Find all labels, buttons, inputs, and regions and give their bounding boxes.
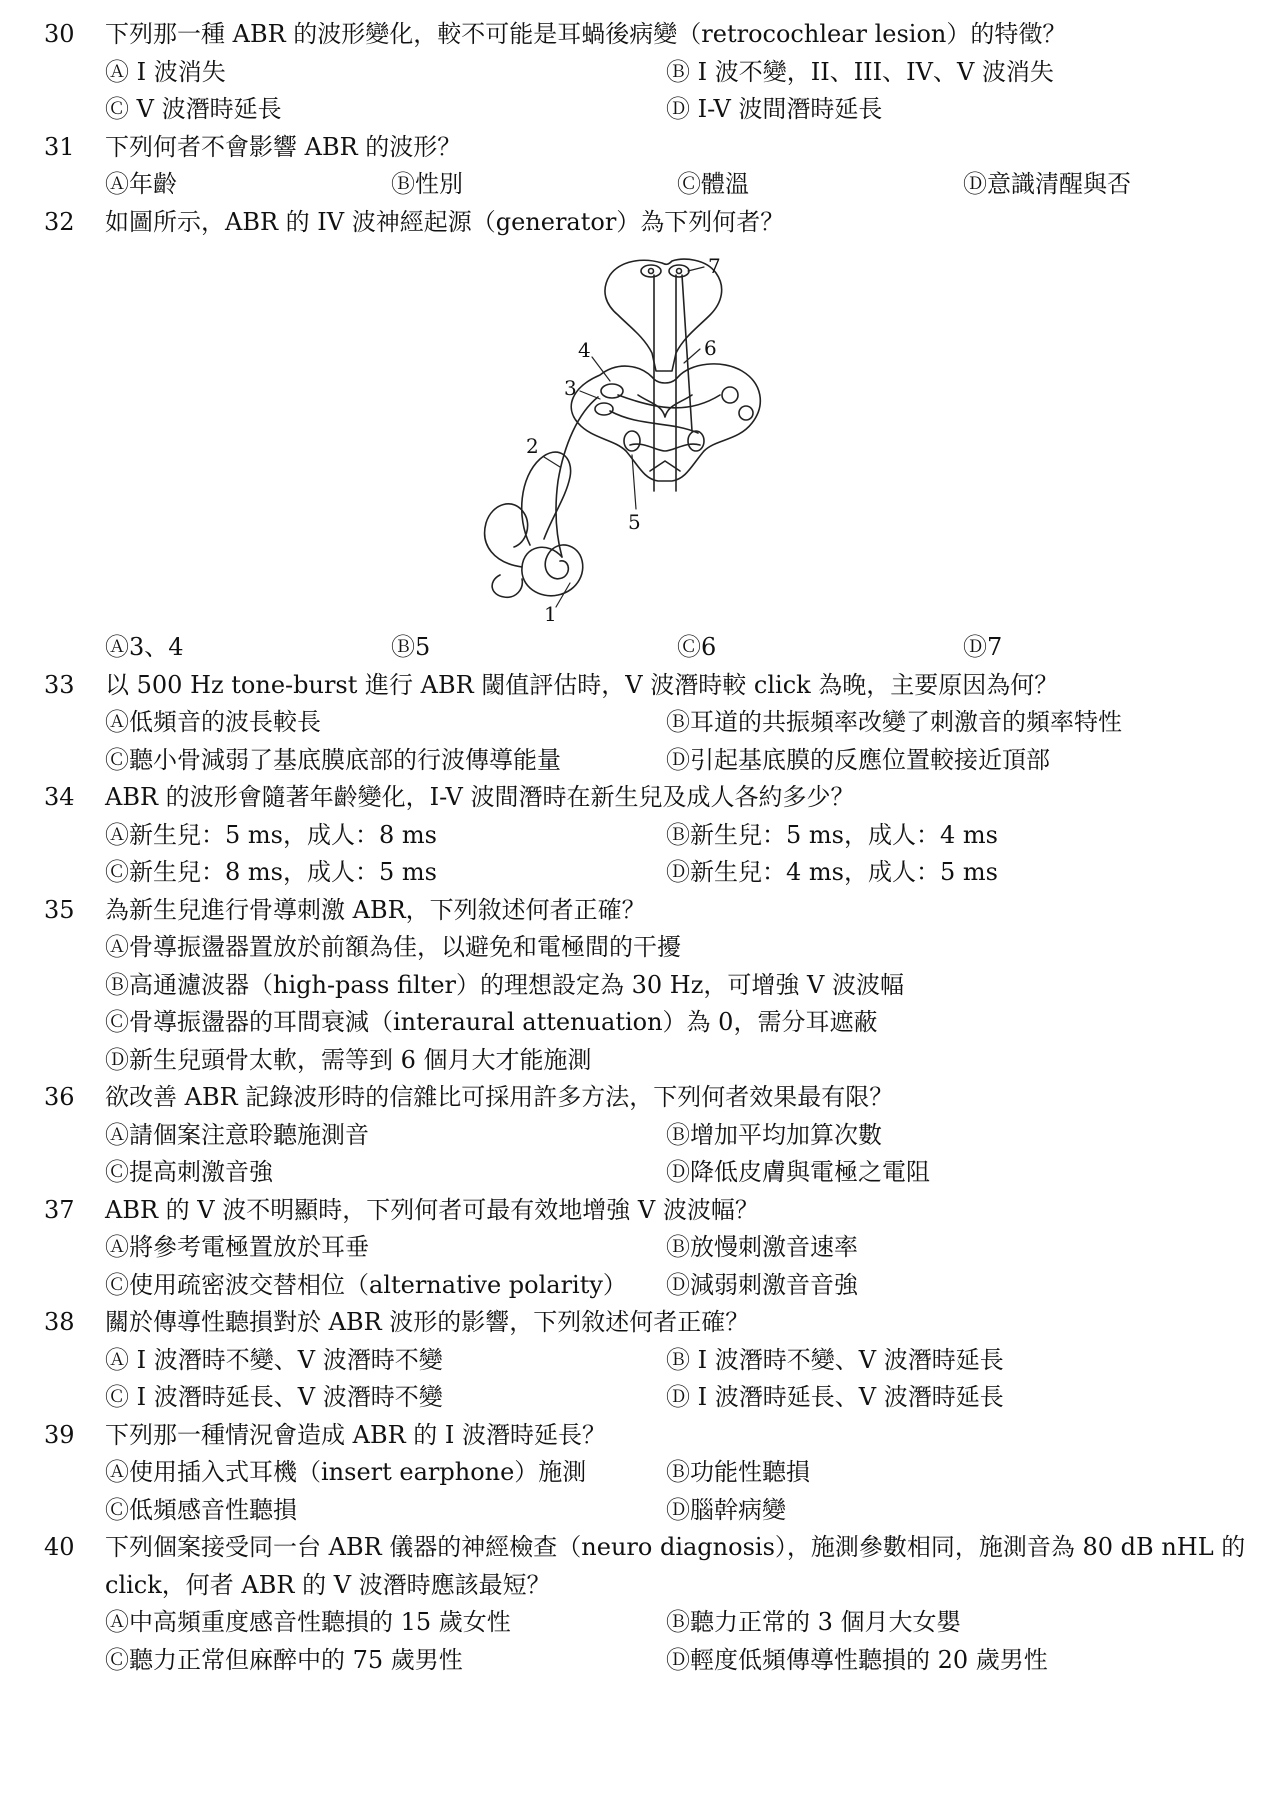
question-30 bbox=[44, 16, 1254, 129]
option-c: Ⓒ聽力正常但麻醉中的 75 歲男性 bbox=[105, 1645, 463, 1674]
auditory-pathway-figure bbox=[460, 245, 860, 629]
question-37 bbox=[44, 1192, 1254, 1305]
option-a: Ⓐ年齡 bbox=[105, 170, 177, 198]
option-a: Ⓐ骨導振盪器置放於前額為佳，以避免和電極間的干擾 bbox=[105, 933, 681, 961]
option-b: Ⓑ放慢刺激音速率 bbox=[666, 1233, 858, 1261]
inferior-colliculus-right bbox=[669, 265, 689, 277]
question-stem: 下列那一種 ABR 的波形變化，較不可能是耳蝸後病變（retrocochlear lesion）的特徵？ bbox=[105, 20, 1067, 48]
question-stem: 下列何者不會影響 ABR 的波形？ bbox=[105, 132, 462, 161]
figure-label-2: 2 bbox=[526, 434, 539, 458]
question-31 bbox=[44, 129, 1254, 204]
option-a: Ⓐ中高頻重度感音性聽損的 15 歲女性 bbox=[105, 1608, 511, 1636]
option-b: Ⓑ I 波不變，II、III、IV、V 波消失 bbox=[666, 57, 1054, 86]
figure-label-7: 7 bbox=[708, 254, 721, 278]
question-stem: 關於傳導性聽損對於 ABR 波形的影響，下列敘述何者正確？ bbox=[105, 1308, 750, 1336]
figure-label-4: 4 bbox=[578, 338, 591, 362]
question-40 bbox=[44, 1529, 1254, 1679]
option-b: Ⓑ聽力正常的 3 個月大女嬰 bbox=[666, 1608, 961, 1636]
figure-label-1: 1 bbox=[544, 602, 557, 626]
option-d: Ⓓ引起基底膜的反應位置較接近頂部 bbox=[666, 745, 1050, 774]
option-b: Ⓑ耳道的共振頻率改變了刺激音的頻率特性 bbox=[666, 708, 1122, 736]
question-number: 39 bbox=[44, 1420, 75, 1449]
inferior-colliculus-left bbox=[641, 265, 661, 277]
option-a: Ⓐ I 波消失 bbox=[105, 57, 226, 86]
question-38 bbox=[44, 1304, 1254, 1417]
option-d: Ⓓ輕度低頻傳導性聽損的 20 歲男性 bbox=[666, 1645, 1048, 1674]
option-b: Ⓑ高通濾波器（high-pass filter）的理想設定為 30 Hz，可增強 V 波波幅 bbox=[105, 970, 904, 999]
question-number: 38 bbox=[44, 1308, 75, 1336]
option-c: Ⓒ聽小骨減弱了基底膜底部的行波傳導能量 bbox=[105, 745, 561, 774]
option-a: Ⓐ新生兒：5 ms，成人：8 ms bbox=[105, 820, 437, 849]
option-d: Ⓓ7 bbox=[963, 633, 1003, 661]
option-c: Ⓒ新生兒：8 ms，成人：5 ms bbox=[105, 858, 437, 886]
leader-2 bbox=[544, 457, 560, 467]
option-c: Ⓒ體溫 bbox=[677, 170, 749, 198]
option-a: Ⓐ請個案注意聆聽施測音 bbox=[105, 1120, 369, 1149]
brainstem-outline bbox=[571, 364, 760, 481]
option-c: Ⓒ V 波潛時延長 bbox=[105, 95, 282, 123]
option-b: Ⓑ I 波潛時不變、V 波潛時延長 bbox=[666, 1345, 1004, 1374]
option-a: Ⓐ低頻音的波長較長 bbox=[105, 708, 321, 736]
option-a: Ⓐ將參考電極置放於耳垂 bbox=[105, 1233, 369, 1261]
option-b: Ⓑ5 bbox=[391, 633, 431, 661]
figure-label-3: 3 bbox=[564, 376, 577, 400]
question-stem: 欲改善 ABR 記錄波形時的信雜比可採用許多方法，下列何者效果最有限？ bbox=[105, 1083, 894, 1111]
question-stem: 以 500 Hz tone-burst 進行 ABR 閾值評估時，V 波潛時較 click 為晚，主要原因為何？ bbox=[105, 670, 1059, 699]
option-d: Ⓓ意識清醒與否 bbox=[963, 170, 1131, 198]
question-stem: 如圖所示，ABR 的 IV 波神經起源（generator）為下列何者？ bbox=[105, 207, 785, 236]
question-number: 35 bbox=[44, 895, 75, 924]
question-stem: 為新生兒進行骨導刺激 ABR，下列敘述何者正確？ bbox=[105, 895, 646, 924]
question-stem: 下列個案接受同一台 ABR 儀器的神經檢查（neuro diagnosis），施測參數相同，施測音為 80 dB nHL 的 click，何者 ABR 的 V 波潛時應該最短？ bbox=[105, 1533, 1246, 1599]
option-a: Ⓐ3、4 bbox=[105, 633, 184, 661]
option-c: Ⓒ低頻感音性聽損 bbox=[105, 1495, 297, 1524]
option-b: Ⓑ功能性聽損 bbox=[666, 1458, 810, 1486]
question-number: 34 bbox=[44, 783, 75, 811]
option-a: Ⓐ使用插入式耳機（insert earphone）施測 bbox=[105, 1458, 587, 1486]
question-stem: ABR 的波形會隨著年齡變化，I-V 波間潛時在新生兒及成人各約多少？ bbox=[105, 783, 855, 811]
option-b: Ⓑ性別 bbox=[391, 170, 463, 198]
question-stem: ABR 的 V 波不明顯時，下列何者可最有效地增強 V 波波幅？ bbox=[105, 1195, 759, 1224]
option-d: Ⓓ I 波潛時延長、V 波潛時延長 bbox=[666, 1383, 1004, 1411]
question-34 bbox=[44, 779, 1254, 892]
option-d: Ⓓ新生兒：4 ms，成人：5 ms bbox=[666, 858, 998, 886]
question-35 bbox=[44, 892, 1254, 1080]
option-a: Ⓐ I 波潛時不變、V 波潛時不變 bbox=[105, 1345, 443, 1374]
question-36 bbox=[44, 1079, 1254, 1192]
option-b: Ⓑ增加平均加算次數 bbox=[666, 1120, 882, 1149]
option-b: Ⓑ新生兒：5 ms，成人：4 ms bbox=[666, 820, 998, 849]
semicircular-canals bbox=[485, 452, 571, 567]
option-c: Ⓒ骨導振盪器的耳間衰減（interaural attenuation）為 0，需分耳遮蔽 bbox=[105, 1008, 878, 1036]
question-39 bbox=[44, 1417, 1254, 1530]
option-d: Ⓓ降低皮膚與電極之電阻 bbox=[666, 1158, 930, 1186]
leader-7 bbox=[688, 267, 704, 271]
option-c: Ⓒ6 bbox=[677, 633, 717, 661]
question-number: 32 bbox=[44, 207, 75, 236]
option-d: Ⓓ腦幹病變 bbox=[666, 1495, 786, 1524]
cochlea bbox=[522, 545, 583, 596]
question-number: 37 bbox=[44, 1195, 75, 1224]
question-32 bbox=[44, 204, 1254, 667]
question-33 bbox=[44, 667, 1254, 780]
question-stem: 下列那一種情況會造成 ABR 的 I 波潛時延長？ bbox=[105, 1420, 607, 1449]
figure-label-6: 6 bbox=[704, 336, 717, 360]
leader-3 bbox=[580, 391, 600, 399]
superior-olive-right bbox=[688, 431, 704, 451]
option-d: Ⓓ新生兒頭骨太軟，需等到 6 個月大才能施測 bbox=[105, 1045, 592, 1074]
auditory-pathway-diagram bbox=[460, 245, 860, 629]
option-c: Ⓒ使用疏密波交替相位（alternative polarity） bbox=[105, 1270, 627, 1299]
question-number: 36 bbox=[44, 1083, 75, 1111]
option-d: Ⓓ減弱刺激音音強 bbox=[666, 1270, 858, 1299]
cochlear-nucleus-ventral bbox=[595, 403, 613, 415]
question-number: 31 bbox=[44, 132, 75, 161]
question-number: 30 bbox=[44, 20, 75, 48]
option-c: Ⓒ I 波潛時延長、V 波潛時不變 bbox=[105, 1383, 443, 1411]
option-c: Ⓒ提高刺激音強 bbox=[105, 1158, 273, 1186]
option-d: Ⓓ I-V 波間潛時延長 bbox=[666, 95, 883, 123]
question-number: 33 bbox=[44, 670, 75, 699]
question-number: 40 bbox=[44, 1533, 75, 1561]
figure-label-5: 5 bbox=[628, 510, 641, 534]
superior-olive-left bbox=[624, 431, 640, 451]
